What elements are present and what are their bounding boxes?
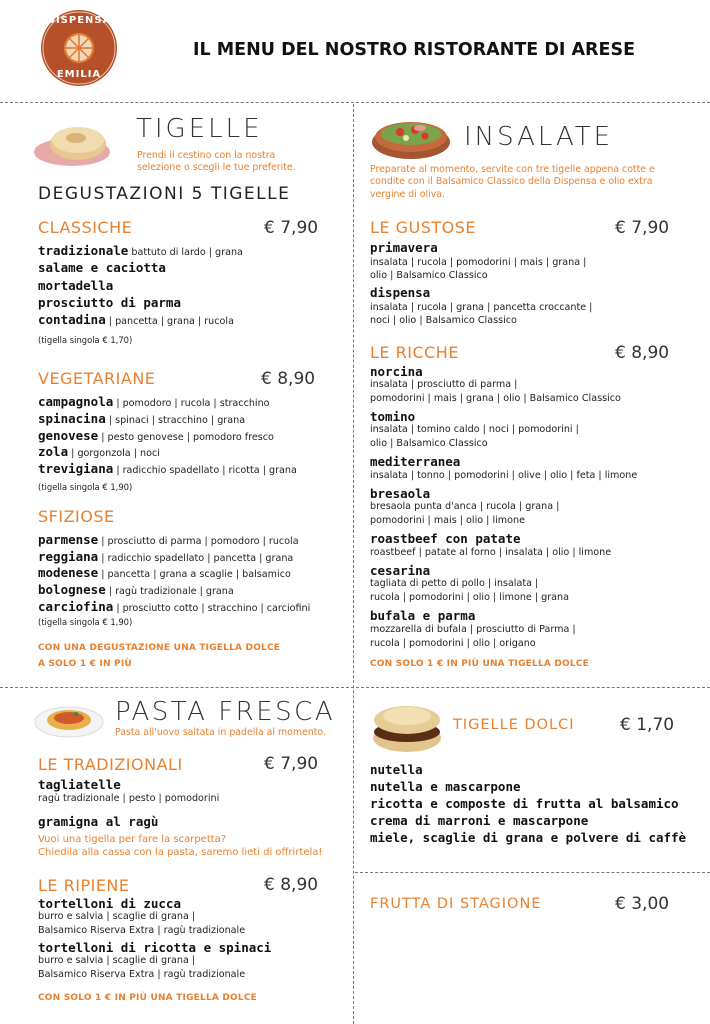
list-item-name: tortelloni di ricotta e spinaci bbox=[38, 940, 272, 955]
promo-tigelle-2: A SOLO 1 € IN PIÙ bbox=[38, 659, 132, 669]
note-sfiziose: (tigella singola € 1,90) bbox=[38, 617, 133, 627]
list-item-desc: roastbeef | patate al forno | insalata | olio | limone bbox=[370, 547, 612, 558]
list-item-desc: olio | Balsamico Classico bbox=[370, 438, 488, 449]
list-item-desc: Balsamico Riserva Extra | ragù tradizionale bbox=[38, 969, 246, 980]
divider-vertical bbox=[353, 104, 354, 1024]
list-item-desc: bresaola punta d'anca | rucola | grana | bbox=[370, 501, 560, 512]
promo-insalate: CON SOLO 1 € IN PIÙ UNA TIGELLA DOLCE bbox=[370, 659, 589, 669]
list-item: modenese | pancetta | grana a scaglie | balsamico bbox=[38, 565, 291, 580]
list-item-desc: insalata | tonno | pomodorini | olive | olio | feta | limone bbox=[370, 470, 638, 481]
list-item: prosciutto di parma bbox=[38, 295, 181, 310]
list-item-name: bresaola bbox=[370, 486, 431, 501]
category-vegetariane: VEGETARIANE bbox=[38, 369, 156, 388]
promo-tigelle-1: CON UNA DEGUSTAZIONE UNA TIGELLA DOLCE bbox=[38, 643, 281, 653]
logo-text-top: DISPENSA bbox=[46, 15, 112, 26]
list-item-desc: tagliata di petto di pollo | insalata | bbox=[370, 578, 539, 589]
promo-pasta: CON SOLO 1 € IN PIÙ UNA TIGELLA DOLCE bbox=[38, 993, 257, 1003]
pasta-note-2: Chiedila alla cassa con la pasta, saremo lieti di offrirtela! bbox=[38, 847, 323, 858]
price-gustose: € 7,90 bbox=[615, 218, 670, 238]
divider-top bbox=[0, 102, 710, 103]
list-item: tradizionale battuto di lardo | grana bbox=[38, 243, 243, 258]
logo-text-bottom: EMILIA bbox=[56, 69, 102, 80]
section-title-tigelle: TIGELLE bbox=[136, 114, 263, 144]
list-item: contadina | pancetta | grana | rucola bbox=[38, 312, 234, 327]
list-item-name: primavera bbox=[370, 240, 438, 255]
insalate-intro-3: vergine di oliva. bbox=[370, 189, 446, 200]
tigelle-intro-1: Prendi il cestino con la nostra bbox=[137, 150, 276, 161]
category-tradizionali: LE TRADIZIONALI bbox=[38, 755, 183, 774]
category-ricche: LE RICCHE bbox=[370, 343, 459, 362]
list-item: trevigiana | radicchio spadellato | ricotta | grana bbox=[38, 461, 297, 476]
list-item: nutella bbox=[370, 762, 423, 777]
list-item: reggiana | radicchio spadellato | pancetta | grana bbox=[38, 549, 294, 564]
list-item: campagnola | pomodoro | rucola | stracchino bbox=[38, 394, 270, 409]
list-item-desc: rucola | pomodorini | olio | origano bbox=[370, 638, 536, 649]
sweet-tigella-image bbox=[370, 698, 444, 756]
list-item-name: tomino bbox=[370, 409, 416, 424]
list-item-desc: mozzarella di bufala | prosciutto di Parma | bbox=[370, 624, 576, 635]
note-vegetariane: (tigella singola € 1,90) bbox=[38, 482, 133, 492]
note-classiche: (tigella singola € 1,70) bbox=[38, 335, 133, 345]
list-item-name: roastbeef con patate bbox=[370, 531, 521, 546]
list-item-desc: olio | Balsamico Classico bbox=[370, 270, 488, 281]
list-item-desc: insalata | rucola | grana | pancetta croccante | bbox=[370, 302, 593, 313]
list-item-desc: ragù tradizionale | pesto | pomodorini bbox=[38, 793, 220, 804]
price-frutta: € 3,00 bbox=[615, 894, 670, 914]
list-item-name: tortelloni di zucca bbox=[38, 896, 181, 911]
list-item-name: cesarina bbox=[370, 563, 431, 578]
insalate-intro-1: Preparate al momento, servite con tre tigelle appena cotte e bbox=[370, 164, 655, 175]
price-tradizionali: € 7,90 bbox=[264, 754, 319, 774]
list-item: crema di marroni e mascarpone bbox=[370, 813, 589, 828]
tigella-image bbox=[32, 114, 124, 172]
category-gustose: LE GUSTOSE bbox=[370, 218, 477, 237]
list-item-name: dispensa bbox=[370, 285, 431, 300]
section-title-insalate: INSALATE bbox=[464, 122, 614, 152]
list-item: zola | gorgonzola | noci bbox=[38, 444, 160, 459]
logo bbox=[40, 9, 118, 87]
price-ripiene: € 8,90 bbox=[264, 875, 319, 895]
section-title-dolci: TIGELLE DOLCI bbox=[453, 717, 575, 733]
insalate-intro-2: condite con il Balsamico Classico della Dispensa e olio extra bbox=[370, 176, 653, 187]
price-ricche: € 8,90 bbox=[615, 343, 670, 363]
section-title-pasta: PASTA FRESCA bbox=[115, 697, 336, 727]
list-item-desc: insalata | prosciutto di parma | bbox=[370, 379, 518, 390]
salad-image bbox=[370, 110, 452, 162]
list-item-desc: insalata | rucola | pomodorini | mais | grana | bbox=[370, 257, 587, 268]
list-tradizionali bbox=[38, 777, 338, 829]
list-item-name: mediterranea bbox=[370, 454, 461, 469]
list-classiche bbox=[38, 240, 338, 330]
list-item: ricotta e composte di frutta al balsamico bbox=[370, 796, 679, 811]
list-item-name: norcina bbox=[370, 364, 423, 379]
list-item: spinacina | spinaci | stracchino | grana bbox=[38, 411, 246, 426]
divider-right-lower bbox=[355, 872, 710, 873]
tigelle-subtitle: DEGUSTAZIONI 5 TIGELLE bbox=[38, 184, 291, 204]
tigelle-intro-2: selezione o scegli le tue preferite. bbox=[137, 162, 296, 173]
list-item: nutella e mascarpone bbox=[370, 779, 521, 794]
list-item: salame e caciotta bbox=[38, 260, 166, 275]
price-vegetariane: € 8,90 bbox=[261, 369, 316, 389]
list-item: mortadella bbox=[38, 278, 114, 293]
category-ripiene: LE RIPIENE bbox=[38, 876, 130, 895]
list-dolci bbox=[370, 762, 700, 852]
list-item: genovese | pesto genovese | pomodoro fresco bbox=[38, 428, 274, 443]
divider-middle bbox=[0, 687, 710, 688]
list-item-name: tagliatelle bbox=[38, 777, 121, 792]
price-dolci: € 1,70 bbox=[620, 715, 675, 735]
list-item-desc: burro e salvia | scaglie di grana | bbox=[38, 911, 196, 922]
list-gustose bbox=[370, 240, 700, 330]
list-vegetariane bbox=[38, 391, 338, 476]
page-title: IL MENU DEL NOSTRO RISTORANTE DI ARESE bbox=[193, 40, 636, 60]
list-item-desc: insalata | tomino caldo | noci | pomodorini | bbox=[370, 424, 579, 435]
list-item-desc: burro e salvia | scaglie di grana | bbox=[38, 955, 196, 966]
list-item-name: gramigna al ragù bbox=[38, 814, 159, 829]
list-item: parmense | prosciutto di parma | pomodoro | rucola bbox=[38, 532, 299, 547]
list-item-desc: Balsamico Riserva Extra | ragù tradizionale bbox=[38, 925, 246, 936]
list-item-desc: noci | olio | Balsamico Classico bbox=[370, 315, 517, 326]
category-sfiziose: SFIZIOSE bbox=[38, 507, 115, 526]
list-item-desc: pomodorini | mais | olio | limone bbox=[370, 515, 525, 526]
pasta-note-1: Vuoi una tigella per fare la scarpetta? bbox=[38, 834, 227, 845]
list-item: bolognese | ragù tradizionale | grana bbox=[38, 582, 234, 597]
list-item-name: bufala e parma bbox=[370, 608, 476, 623]
list-ricche bbox=[370, 364, 700, 654]
list-item-desc: pomodorini | mais | grana | olio | Balsamico Classico bbox=[370, 393, 621, 404]
pasta-intro: Pasta all'uovo saltata in padella al momento. bbox=[115, 727, 326, 738]
list-item: miele, scaglie di grana e polvere di caffè bbox=[370, 830, 687, 845]
list-ripiene bbox=[38, 896, 348, 986]
section-title-frutta: FRUTTA DI STAGIONE bbox=[370, 896, 542, 912]
list-sfiziose bbox=[38, 529, 338, 614]
pasta-image bbox=[34, 700, 104, 740]
price-classiche: € 7,90 bbox=[264, 218, 319, 238]
list-item-desc: rucola | pomodorini | olio | limone | grana bbox=[370, 592, 570, 603]
category-classiche: CLASSICHE bbox=[38, 218, 133, 237]
list-item: carciofina | prosciutto cotto | stracchino | carciofini bbox=[38, 599, 311, 614]
